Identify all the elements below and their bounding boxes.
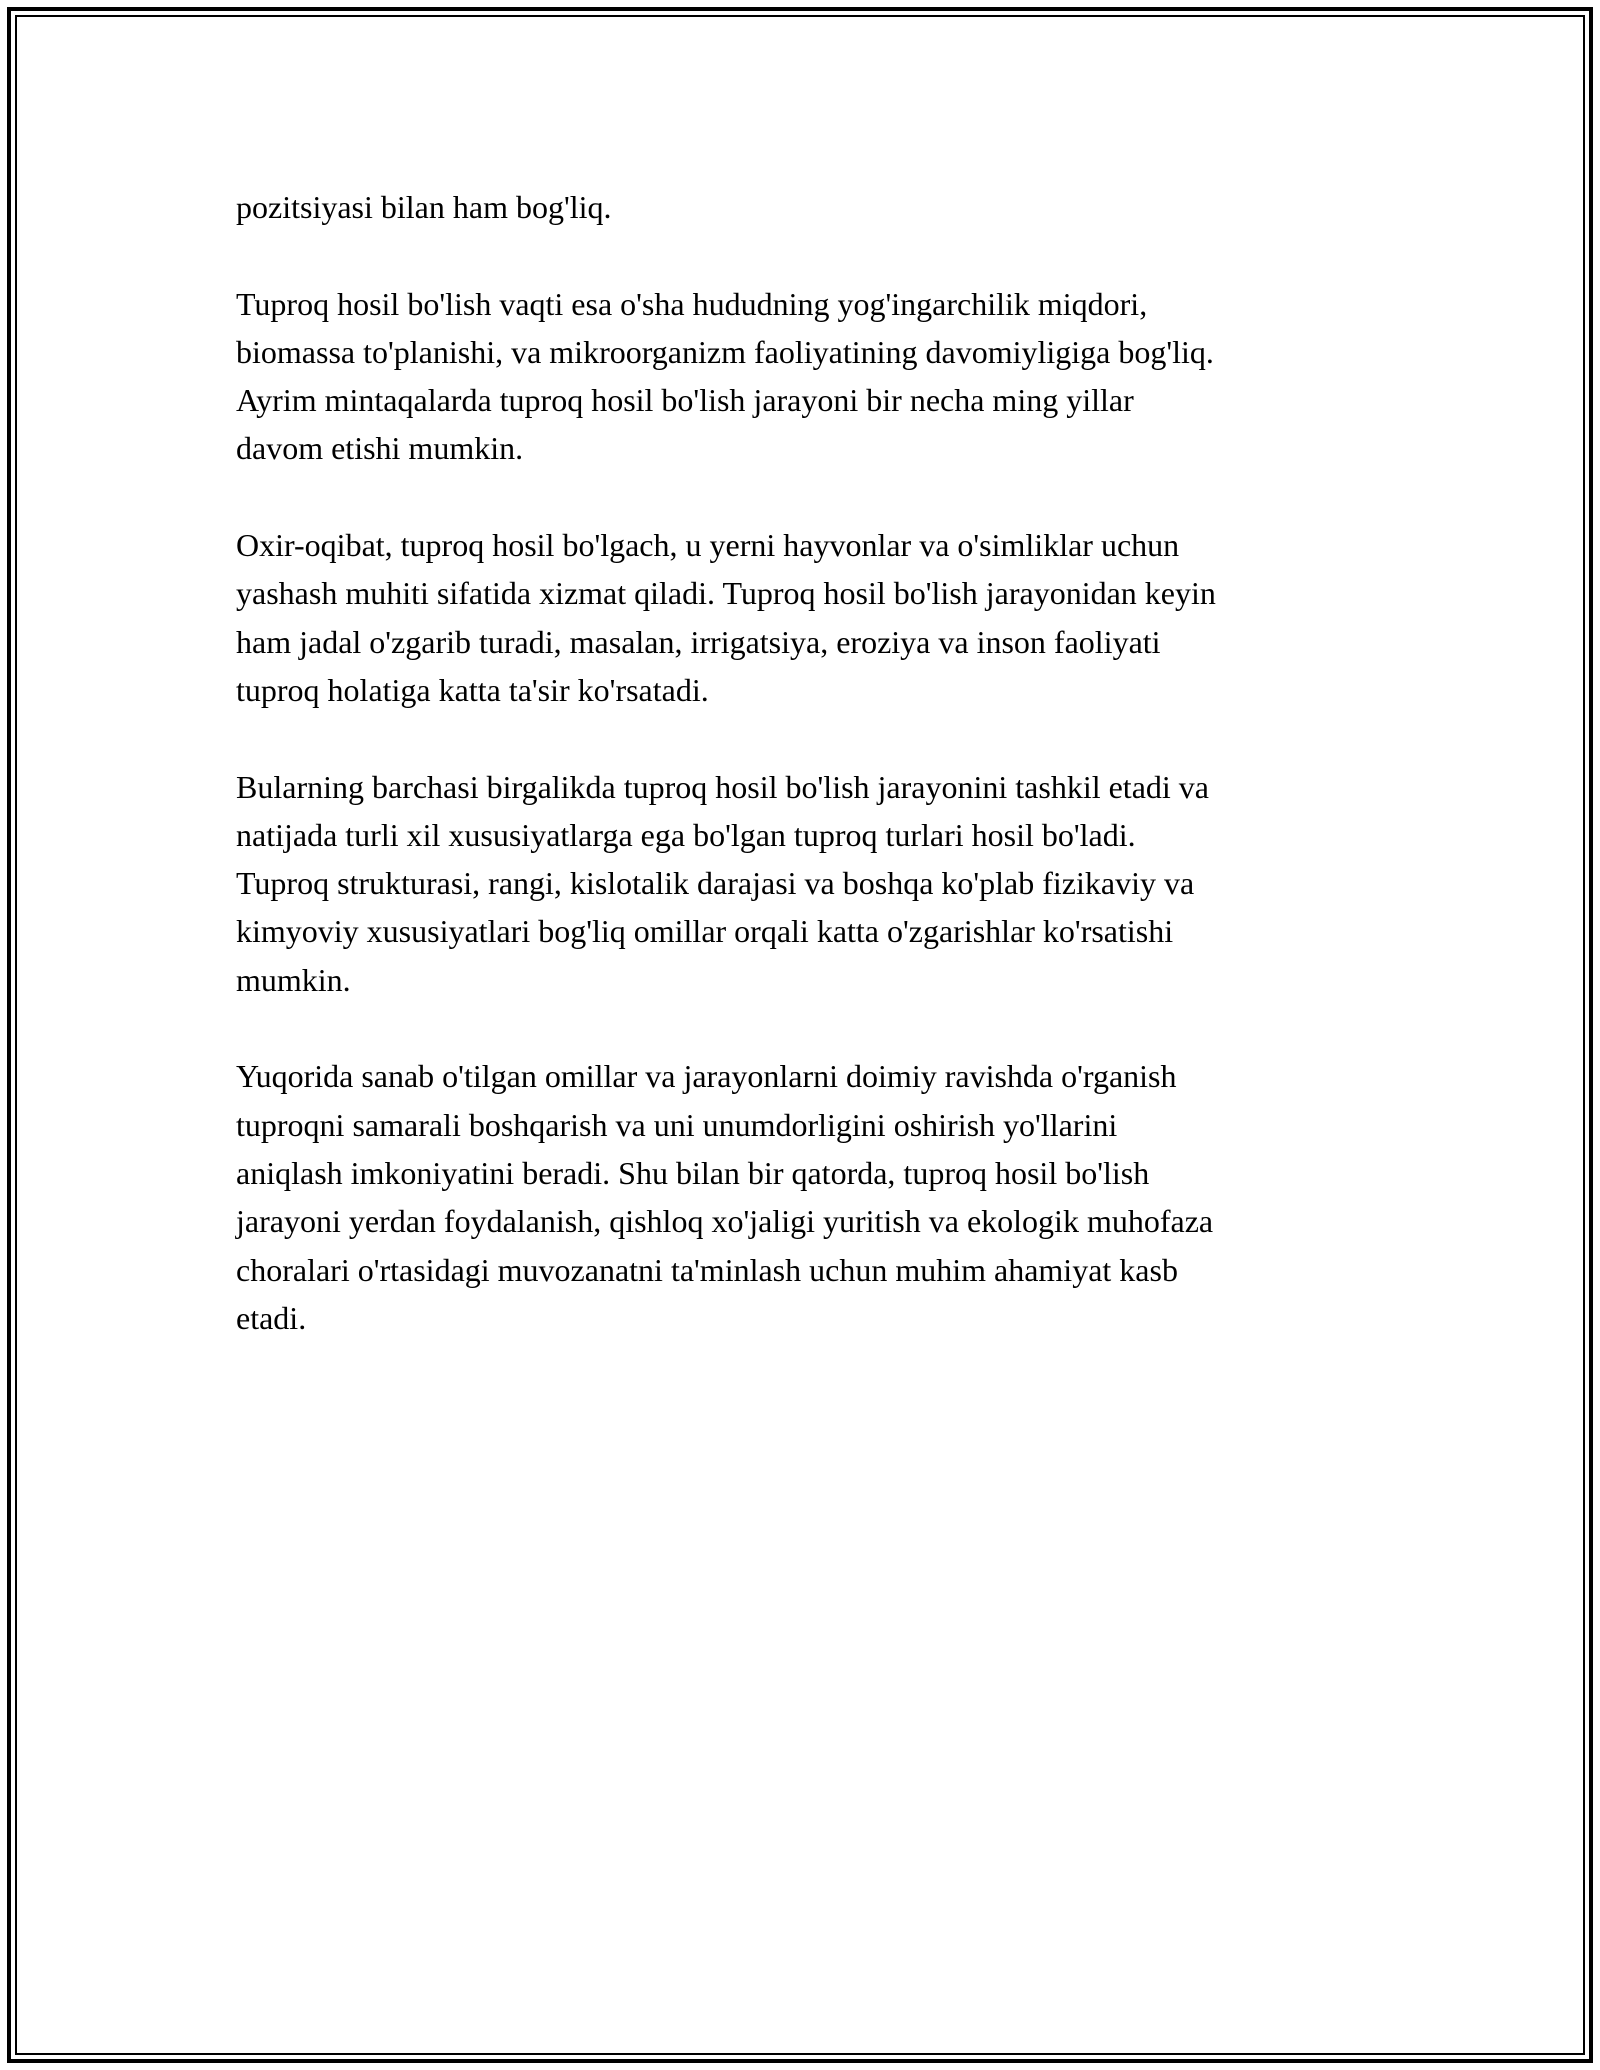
text-line: aniqlash imkoniyatini beradi. Shu bilan bir qatorda, tuproq hosil bo'lish [236,1154,1150,1191]
paragraph-3 [236,521,1376,714]
text-line: kimyoviy xususiyatlari bog'liq omillar orqali katta o'zgarishlar ko'rsatishi [236,913,1174,950]
text-line: Tuproq hosil bo'lish vaqti esa o'sha hududning yog'ingarchilik miqdori, [236,285,1148,322]
text-line: Ayrim mintaqalarda tuproq hosil bo'lish jarayoni bir necha ming yillar [236,382,1134,419]
text-line: jarayoni yerdan foydalanish, qishloq xo'jaligi yuritish va ekologik muhofaza [236,1203,1214,1240]
text-line: tuproqni samarali boshqarish va uni unumdorligini oshirish yo'llarini [236,1106,1118,1143]
paragraph-4 [236,763,1376,1004]
text-line: Oxir-oqibat, tuproq hosil bo'lgach, u yerni hayvonlar va o'simliklar uchun [236,527,1180,564]
text-line: choralari o'rtasidagi muvozanatni ta'minlash uchun muhim ahamiyat kasb [236,1251,1178,1288]
text-line: pozitsiyasi bilan ham bog'liq. [236,189,612,225]
text-line: natijada turli xil xususiyatlarga ega bo'lgan tuproq turlari hosil bo'ladi. [236,816,1136,853]
text-line: etadi. [236,1299,307,1336]
text-line: davom etishi mumkin. [236,430,524,467]
paragraph-2 [236,280,1376,473]
document-body [236,183,1376,1390]
paragraph-5 [236,1052,1376,1342]
text-line: ham jadal o'zgarib turadi, masalan, irrigatsiya, eroziya va inson faoliyati [236,623,1161,660]
text-line: Yuqorida sanab o'tilgan omillar va jarayonlarni doimiy ravishda o'rganish [236,1058,1177,1095]
text-line: Tuproq strukturasi, rangi, kislotalik darajasi va boshqa ko'plab fizikaviy va [236,865,1195,902]
text-line: yashash muhiti sifatida xizmat qiladi. Tuproq hosil bo'lish jarayonidan keyin [236,575,1216,612]
paragraph-1 [236,183,1376,231]
text-line: tuproq holatiga katta ta'sir ko'rsatadi. [236,671,709,708]
text-line: mumkin. [236,961,351,998]
text-line: biomassa to'planishi, va mikroorganizm faoliyatining davomiyligiga bog'liq. [236,333,1214,370]
text-line: Bularning barchasi birgalikda tuproq hosil bo'lish jarayonini tashkil etadi va [236,768,1209,805]
